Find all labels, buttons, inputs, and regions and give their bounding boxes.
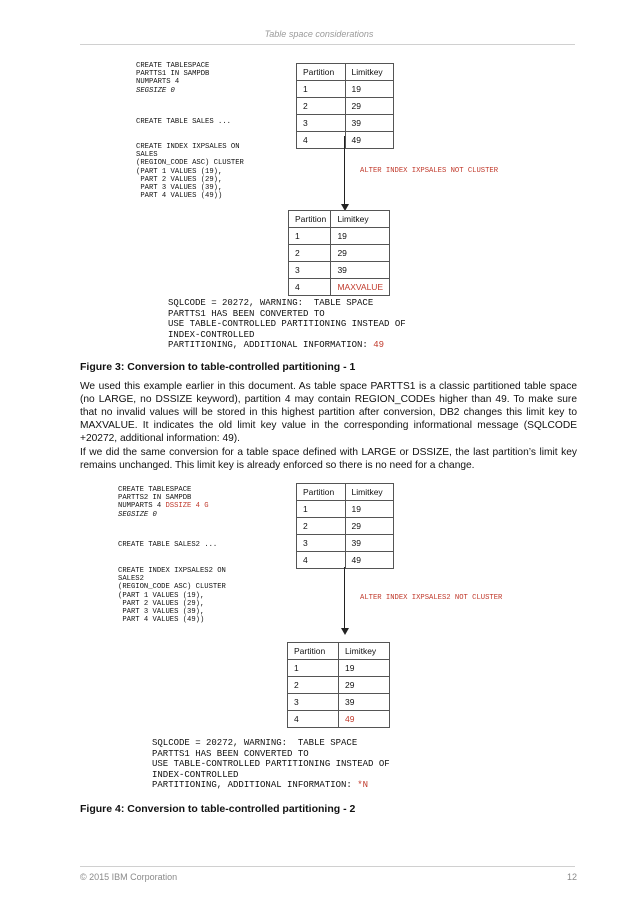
dssize-text: DSSIZE 4 G (165, 502, 209, 511)
table-cell: 29 (345, 98, 394, 115)
table-cell: 4 (288, 711, 339, 728)
arrow-down-icon (341, 628, 349, 635)
code-line: NUMPARTS 4 (136, 78, 180, 87)
code-line: PART 3 VALUES (39), (118, 608, 205, 617)
table-header-row (297, 484, 394, 501)
code-line: CREATE INDEX IXPSALES ON (136, 143, 240, 151)
table-cell: 2 (288, 677, 339, 694)
table-row (288, 711, 390, 728)
table-cell: 29 (339, 677, 390, 694)
figure4-create-table: CREATE TABLE SALES2 ... (118, 541, 218, 549)
code-line: PART 2 VALUES (29), (118, 599, 205, 608)
sql-line: INDEX-CONTROLLED (152, 769, 239, 780)
figure3-create-table: CREATE TABLE SALES ... (136, 118, 231, 126)
running-header: Table space considerations (264, 29, 374, 39)
figure4-alter-statement: ALTER INDEX IXPSALES2 NOT CLUSTER (360, 594, 503, 602)
code-line: PART 4 VALUES (49)) (136, 192, 223, 201)
code-line: PART 3 VALUES (39), (136, 184, 223, 193)
table-cell: 1 (297, 501, 346, 518)
table-header-cell: Limitkey (339, 643, 390, 660)
page-number: 12 (566, 872, 577, 882)
table-row (289, 262, 390, 279)
sql-line: PARTTS1 HAS BEEN CONVERTED TO (168, 308, 325, 319)
table-row (289, 228, 390, 245)
table-row (288, 660, 390, 677)
sql-line: PARTTS1 HAS BEEN CONVERTED TO (152, 748, 309, 759)
table-header-row (288, 643, 390, 660)
sql-line (152, 780, 390, 791)
figure3-tablespace-code (136, 62, 209, 95)
paragraph-2: If we did the same conversion for a table space defined with LARGE or DSSIZE, the last partition’s limit key remains unchanged. This limit key is already enforced so there is no need for a change. (80, 447, 577, 471)
table-header-cell: Partition (288, 643, 339, 660)
table-cell: 1 (288, 660, 339, 677)
code-line: (REGION_CODE ASC) CLUSTER (118, 583, 226, 592)
table-row (288, 694, 390, 711)
table-row (297, 535, 394, 552)
figure3-partition-table-before (296, 63, 394, 149)
table-row (297, 132, 394, 149)
table-header-cell: Partition (297, 484, 346, 501)
figure4-index-code (118, 567, 226, 624)
footer-rule (80, 866, 575, 867)
code-line: PART 4 VALUES (49)) (118, 616, 205, 625)
code-line: CREATE TABLESPACE (136, 62, 210, 70)
sql-info-value: *N (357, 780, 369, 791)
table-cell-limitkey-49: 49 (339, 711, 390, 728)
table-row (297, 115, 394, 132)
code-line: PART 2 VALUES (29), (136, 175, 223, 184)
table-cell-maxvalue: MAXVALUE (331, 279, 390, 296)
figure4-tablespace-code (118, 486, 209, 519)
figure3-arrow-line (344, 136, 345, 206)
sql-line: SQLCODE = 20272, WARNING: TABLE SPACE (152, 738, 358, 748)
table-header-cell: Partition (289, 211, 331, 228)
table-row (289, 245, 390, 262)
table-cell: 49 (345, 552, 394, 569)
table-cell: 1 (289, 228, 331, 245)
figure3-index-code (136, 143, 244, 200)
figure3-alter-statement: ALTER INDEX IXPSALES NOT CLUSTER (360, 167, 499, 175)
table-cell: 3 (289, 262, 331, 279)
table-cell: 4 (297, 552, 346, 569)
figure3-sql-message (168, 298, 406, 351)
code-line: PARTTS1 IN SAMPDB (136, 70, 210, 79)
figure3-partition-table-after (288, 210, 390, 296)
sql-line (168, 340, 406, 351)
code-line: SALES (136, 151, 158, 160)
figure4-sql-message (152, 738, 390, 791)
code-line-segsize: SEGSIZE 0 (136, 86, 175, 95)
figure4-partition-table-after (287, 642, 390, 728)
table-cell: 19 (331, 228, 390, 245)
sql-info-value: 49 (373, 340, 385, 351)
figure4-partition-table-before (296, 483, 394, 569)
figure4-arrow-line (344, 567, 345, 630)
sql-line-prefix: PARTITIONING, ADDITIONAL INFORMATION: (168, 340, 374, 351)
code-line: (REGION_CODE ASC) CLUSTER (136, 159, 244, 168)
table-cell: 49 (345, 132, 394, 149)
table-cell: 39 (331, 262, 390, 279)
code-line: PARTTS2 IN SAMPDB (118, 494, 192, 503)
sql-line: INDEX-CONTROLLED (168, 329, 255, 340)
table-cell: 2 (297, 98, 346, 115)
table-header-row (289, 211, 390, 228)
table-row (289, 279, 390, 296)
table-cell: 3 (288, 694, 339, 711)
header-rule (80, 44, 575, 45)
table-header-cell: Partition (297, 64, 346, 81)
table-cell: 3 (297, 115, 346, 132)
table-header-cell: Limitkey (345, 64, 394, 81)
table-row (297, 518, 394, 535)
table-cell: 39 (345, 115, 394, 132)
table-cell: 19 (345, 501, 394, 518)
table-row (297, 81, 394, 98)
code-line: SALES2 (118, 575, 144, 584)
table-header-row (297, 64, 394, 81)
table-cell: 4 (289, 279, 331, 296)
code-line: (PART 1 VALUES (19), (118, 591, 205, 600)
table-cell: 29 (345, 518, 394, 535)
table-cell: 2 (297, 518, 346, 535)
figure4-caption: Figure 4: Conversion to table-controlled partitioning - 2 (80, 803, 356, 815)
sql-line: USE TABLE-CONTROLLED PARTITIONING INSTEAD OF (168, 319, 406, 330)
table-header-cell: Limitkey (345, 484, 394, 501)
footer-copyright: © 2015 IBM Corporation (80, 872, 178, 882)
table-header-cell: Limitkey (331, 211, 390, 228)
table-cell: 19 (345, 81, 394, 98)
figure3-caption: Figure 3: Conversion to table-controlled partitioning - 1 (80, 361, 356, 373)
table-cell: 3 (297, 535, 346, 552)
numparts-text: NUMPARTS 4 (118, 502, 166, 511)
table-cell: 29 (331, 245, 390, 262)
code-line: CREATE INDEX IXPSALES2 ON (118, 567, 226, 575)
code-line: CREATE TABLESPACE (118, 486, 192, 494)
sql-line: USE TABLE-CONTROLLED PARTITIONING INSTEAD OF (152, 759, 390, 770)
table-row (297, 98, 394, 115)
table-row (288, 677, 390, 694)
sql-line-prefix: PARTITIONING, ADDITIONAL INFORMATION: (152, 780, 358, 791)
table-row (297, 552, 394, 569)
code-line-segsize: SEGSIZE 0 (118, 510, 157, 519)
table-cell: 2 (289, 245, 331, 262)
table-cell: 19 (339, 660, 390, 677)
table-cell: 1 (297, 81, 346, 98)
paragraph-1: We used this example earlier in this document. As table space PARTTS1 is a classic partitioned table space (no LARGE, no DSSIZE keyword), partition 4 may contain REGION_CODEs higher than 49. To make sure that no invalid values will be stored in this highest partition after conversion, DB2 changes this limit key to MAXVALUE. It indicates the old limit key value in the corresponding informational message (SQLCODE +20272, additional information: 49). (80, 381, 577, 444)
code-line (118, 502, 209, 510)
sql-line: SQLCODE = 20272, WARNING: TABLE SPACE (168, 298, 374, 308)
code-line: (PART 1 VALUES (19), (136, 167, 223, 176)
table-cell: 39 (339, 694, 390, 711)
table-cell: 4 (297, 132, 346, 149)
table-cell: 39 (345, 535, 394, 552)
table-row (297, 501, 394, 518)
